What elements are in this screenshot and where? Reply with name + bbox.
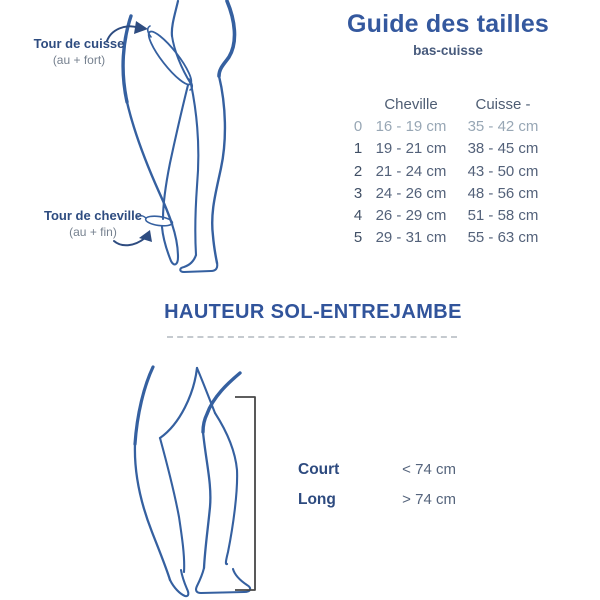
size-table [350,93,550,249]
thigh-cell: 38 - 45 cm [467,140,539,158]
ankle-cell: 16 - 19 cm [375,117,447,135]
page-title: Guide des tailles [346,10,550,38]
thigh-annotation [14,37,144,68]
dashed-divider [167,336,457,338]
thigh-annotation-sub: (au + fort) [52,52,106,67]
near-leg-outer-shin [127,102,172,224]
table-row [350,227,550,249]
thigh-cell: 48 - 56 cm [467,184,539,202]
ankle-cell: 19 - 21 cm [375,140,447,158]
near-leg-front [160,438,184,572]
buttock-curve [219,1,235,76]
option-court [298,461,558,479]
size-cell: 5 [353,229,363,247]
thigh-col-header: Cuisse - [475,95,531,113]
ankle-cell: 24 - 26 cm [375,184,447,202]
size-cell: 4 [353,207,363,225]
size-table-header-row [350,93,550,115]
height-bracket-icon [235,397,255,590]
thigh-annotation-label: Tour de cuisse [33,36,125,51]
far-foot [180,255,217,272]
height-section-title: HAUTEUR SOL-ENTREJAMBE [164,301,462,323]
table-row [350,182,550,204]
outer-back-thigh [135,367,153,444]
thigh-cell: 51 - 58 cm [467,207,539,225]
near-thigh-front [160,368,197,438]
table-row [350,138,550,160]
height-section [0,345,600,600]
near-leg-inner [163,85,188,219]
court-label: Court [298,461,340,478]
ankle-col-header: Cheville [384,95,438,113]
size-cell: 1 [353,140,363,158]
long-value: > 74 cm [402,491,456,508]
near-foot-tiptoe [162,224,178,264]
far-leg-back [212,76,225,263]
thigh-cell: 43 - 50 cm [467,162,539,180]
ankle-cell: 26 - 29 cm [375,207,447,225]
table-row [350,115,550,137]
far-leg-back [203,432,210,568]
size-cell: 3 [353,184,363,202]
outer-back-leg [135,444,170,580]
far-leg-front [215,413,237,564]
crotch-line [197,368,215,413]
size-cell: 0 [353,117,363,135]
legs-height-illustration [100,352,300,600]
near-foot-tiptoe [170,570,188,596]
guide-header [338,10,558,58]
ankle-cell: 21 - 24 cm [375,162,447,180]
thigh-cell: 55 - 63 cm [467,229,539,247]
size-guide-section [0,0,600,290]
far-leg-front [191,84,198,255]
ankle-annotation [28,209,158,240]
option-long [298,491,558,509]
ankle-cell: 29 - 31 cm [375,229,447,247]
ankle-annotation-sub: (au + fin) [69,224,117,239]
page-subtitle: bas-cuisse [413,43,483,58]
table-row [350,160,550,182]
size-cell: 2 [353,162,363,180]
long-label: Long [298,491,336,508]
table-row [350,204,550,226]
thigh-cell: 35 - 42 cm [467,117,539,135]
ankle-annotation-label: Tour de cheville [43,208,142,223]
court-value: < 74 cm [402,461,456,478]
hip-front-line [172,1,178,36]
